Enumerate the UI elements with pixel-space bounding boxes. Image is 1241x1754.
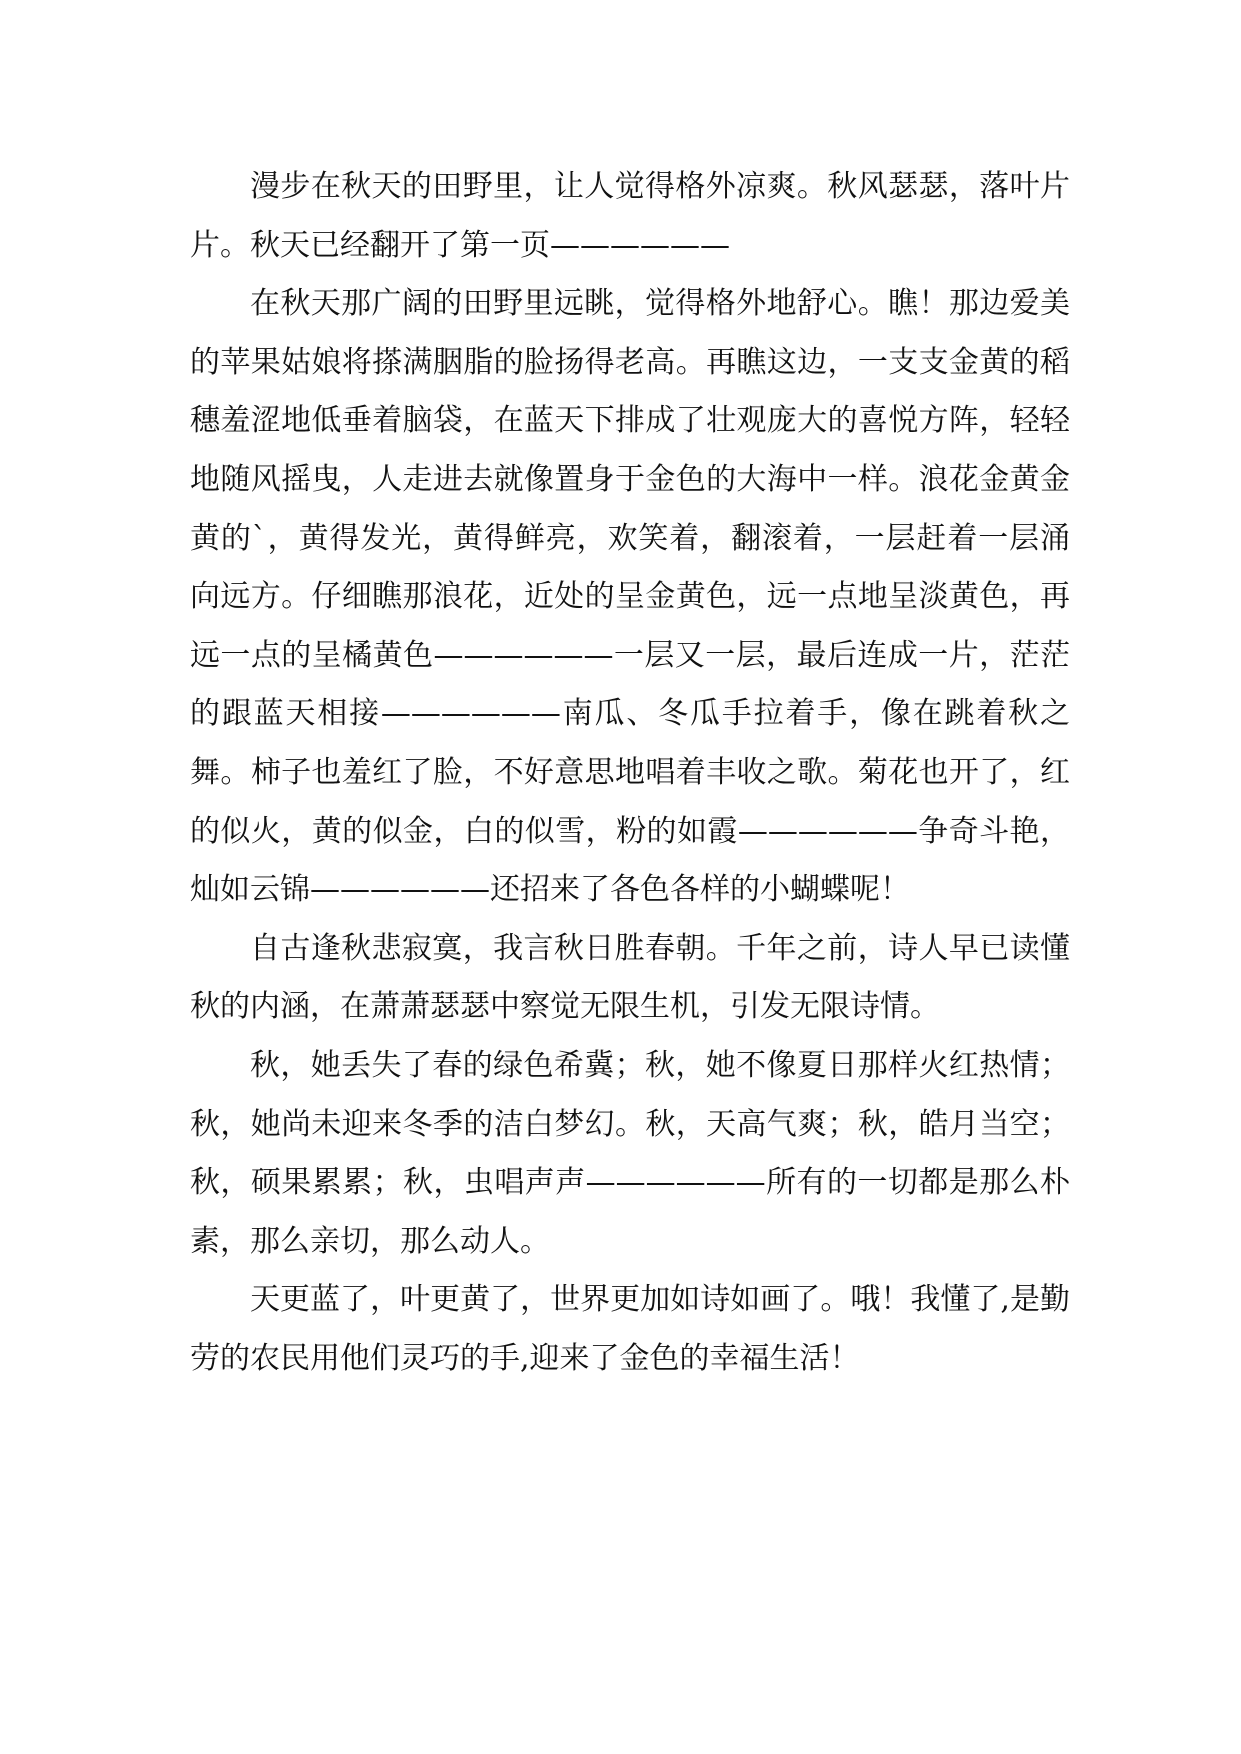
paragraph-4: 秋，她丢失了春的绿色希冀；秋，她不像夏日那样火红热情；秋，她尚未迎来冬季的洁白梦幻。秋，天高气爽；秋，皓月当空；秋，硕果累累；秋，虫唱声声——————所有的一切都是那么朴素，那么亲切，那么动人。 [190,1047,1070,1259]
document-body [190,158,1070,1388]
paragraph-3: 自古逢秋悲寂寞，我言秋日胜春朝。千年之前，诗人早已读懂秋的内涵，在萧萧瑟瑟中察觉无限生机，引发无限诗情。 [190,930,1070,1025]
paragraph-5: 天更蓝了，叶更黄了，世界更加如诗如画了。哦！我懂了,是勤劳的农民用他们灵巧的手,迎来了金色的幸福生活！ [190,1282,1070,1376]
paragraph-1: 漫步在秋天的田野里，让人觉得格外凉爽。秋风瑟瑟，落叶片片。秋天已经翻开了第一页—————— [190,169,1070,263]
paragraph-2: 在秋天那广阔的田野里远眺，觉得格外地舒心。瞧！那边爱美的苹果姑娘将搽满胭脂的脸扬得老高。再瞧这边，一支支金黄的稻穗羞涩地低垂着脑袋，在蓝天下排成了壮观庞大的喜悦方阵，轻轻地随风摇曳，人走进去就像置身于金色的大海中一样。浪花金黄金黄的`，黄得发光，黄得鲜亮，欢笑着，翻滚着，一层赶着一层涌向远方。仔细瞧那浪花，近处的呈金黄色，远一点地呈淡黄色，再远一点的呈橘黄色——————一层又一层，最后连成一片，茫茫的跟蓝天相接——————南瓜、冬瓜手拉着手，像在跳着秋之舞。柿子也羞红了脸，不好意思地唱着丰收之歌。菊花也开了，红的似火，黄的似金，白的似雪，粉的如霞——————争奇斗艳，灿如云锦——————还招来了各色各样的小蝴蝶呢！ [190,286,1070,908]
